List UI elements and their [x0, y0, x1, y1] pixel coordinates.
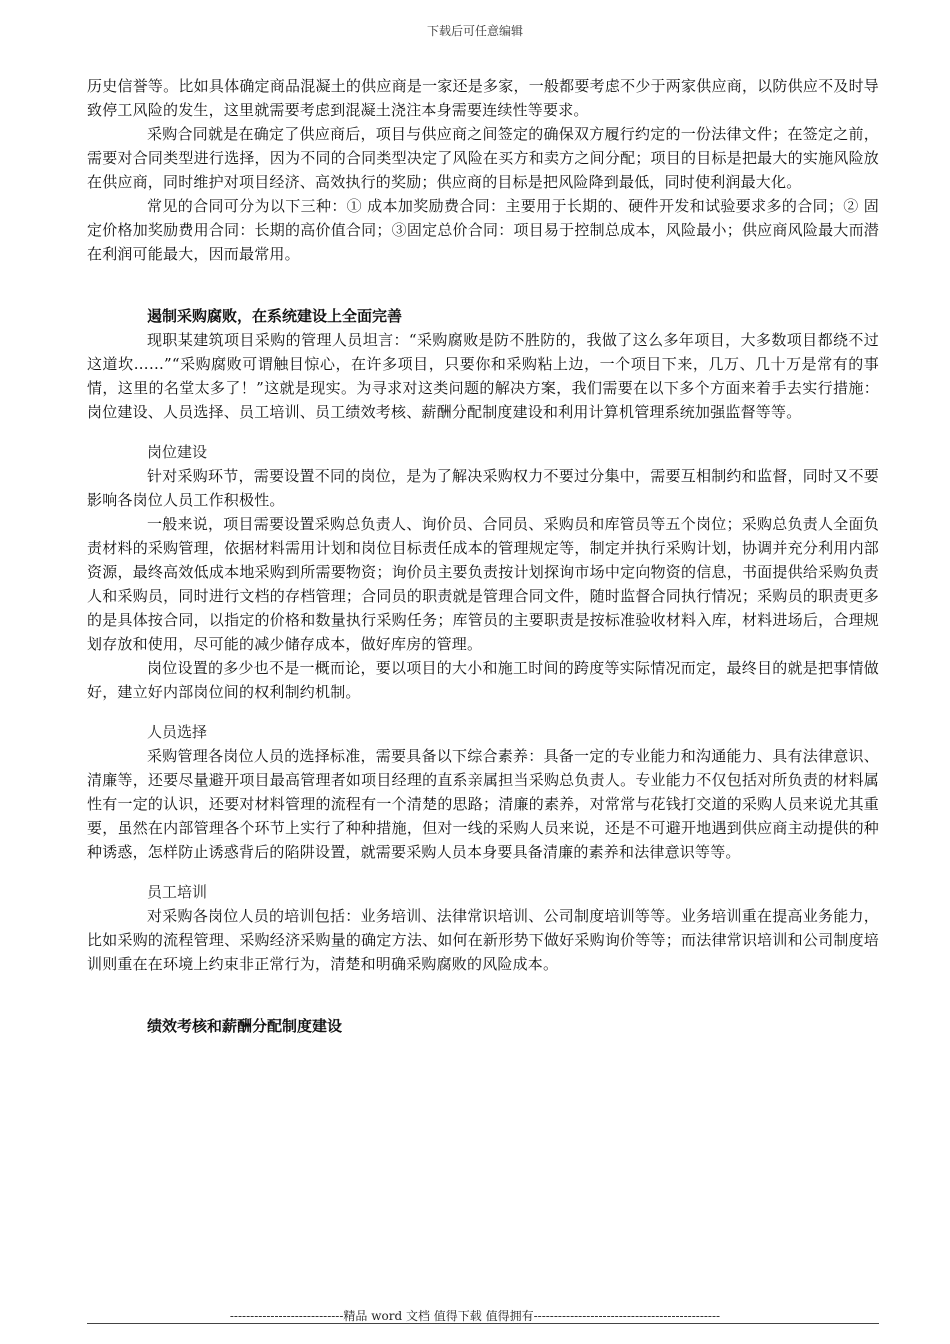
paragraph: 岗位设置的多少也不是一概而论，要以项目的大小和施工时间的跨度等实际情况而定，最终目的就是把事情做好，建立好内部岗位间的权利制约机制。	[87, 659, 879, 701]
spacer	[87, 424, 879, 440]
page-header: 下载后可任意编辑	[426, 24, 523, 38]
paragraph: 现职某建筑项目采购的管理人员坦言：“采购腐败是防不胜防的，我做了这么多年项目，大多数项目都绕不过这道坎……”“采购腐败可谓触目惊心，在许多项目，只要你和采购粘上边，一个项目下来，几万、几十万是常有的事情，这里的名堂太多了！”这就是现实。为寻求对这类问题的解决方案，我们需要在以下多个方面来着手去实行措施：岗位建设、人员选择、员工培训、员工绩效考核、薪酬分配制度建设和利用计算机管理系统加强监督等等。	[87, 331, 879, 421]
paragraph: 针对采购环节，需要设置不同的岗位，是为了解决采购权力不要过分集中，需要互相制约和监督，同时又不要影响各岗位人员工作积极性。	[87, 467, 879, 509]
spacer	[87, 266, 879, 304]
spacer	[87, 976, 879, 1014]
paragraph: 常见的合同可分为以下三种：① 成本加奖励费合同：主要用于长期的、硬件开发和试验要求多的合同；② 固定价格加奖励费用合同：长期的高价值合同；③固定总价合同：项目易于控制总成本，风险最小；供应商风险最大而潜在利润可能最大，因而最常用。	[87, 197, 879, 263]
footer-divider	[87, 1323, 879, 1324]
subsection-heading: 人员选择	[147, 723, 208, 741]
section-heading: 遏制采购腐败，在系统建设上全面完善	[147, 307, 403, 325]
paragraph: 对采购各岗位人员的培训包括：业务培训、法律常识培训、公司制度培训等等。业务培训重在提高业务能力，比如采购的流程管理、采购经济采购量的确定方法、如何在新形势下做好采购询价等等；而法律常识培训和公司制度培训则重在在环境上约束非正常行为，清楚和明确采购腐败的风险成本。	[87, 907, 879, 973]
spacer	[87, 864, 879, 880]
section-heading: 绩效考核和薪酬分配制度建设	[147, 1017, 343, 1035]
subsection-heading: 员工培训	[147, 883, 208, 901]
subsection-heading: 岗位建设	[147, 443, 208, 461]
spacer	[87, 704, 879, 720]
page-footer: ----------------------------精品 word 文档 值得下载 值得拥有----------------------------------------------	[229, 1309, 721, 1323]
paragraph: 一般来说，项目需要设置采购总负责人、询价员、合同员、采购员和库管员等五个岗位；采购总负责人全面负责材料的采购管理，依据材料需用计划和岗位目标责任成本的管理规定等，制定并执行采购计划，协调并充分利用内部资源，最终高效低成本地采购到所需要物资；询价员主要负责按计划探询市场中定向物资的信息，书面提供给采购负责人和采购员，同时进行文档的存档管理；合同员的职责就是管理合同文件，随时监督合同执行情况；采购员的职责更多的是具体按合同，以指定的价格和数量执行采购任务；库管员的主要职责是按标准验收材料入库，材料进场后，合理规划存放和使用，尽可能的减少储存成本，做好库房的管理。	[87, 515, 879, 653]
paragraph: 采购管理各岗位人员的选择标准，需要具备以下综合素养：具备一定的专业能力和沟通能力、具有法律意识、清廉等，还要尽量避开项目最高管理者如项目经理的直系亲属担当采购总负责人。专业能力不仅包括对所负责的材料属性有一定的认识，还要对材料管理的流程有一个清楚的思路；清廉的素养，对常常与花钱打交道的采购人员来说尤其重要，虽然在内部管理各个环节上实行了种种措施，但对一线的采购人员来说，还是不可避开地遇到供应商主动提供的种种诱惑，怎样防止诱惑背后的陷阱设置，就需要采购人员本身要具备清廉的素养和法律意识等等。	[87, 747, 879, 861]
paragraph: 采购合同就是在确定了供应商后，项目与供应商之间签定的确保双方履行约定的一份法律文件；在签定之前，需要对合同类型进行选择，因为不同的合同类型决定了风险在买方和卖方之间分配；项目的目标是把最大的实施风险放在供应商，同时维护对项目经济、高效执行的奖励；供应商的目标是把风险降到最低，同时使利润最大化。	[87, 125, 879, 191]
paragraph: 历史信誉等。比如具体确定商品混凝土的供应商是一家还是多家，一般都要考虑不少于两家供应商，以防供应不及时导致停工风险的发生，这里就需要考虑到混凝土浇注本身需要连续性等要求。	[87, 77, 879, 119]
document-body	[87, 74, 879, 1038]
